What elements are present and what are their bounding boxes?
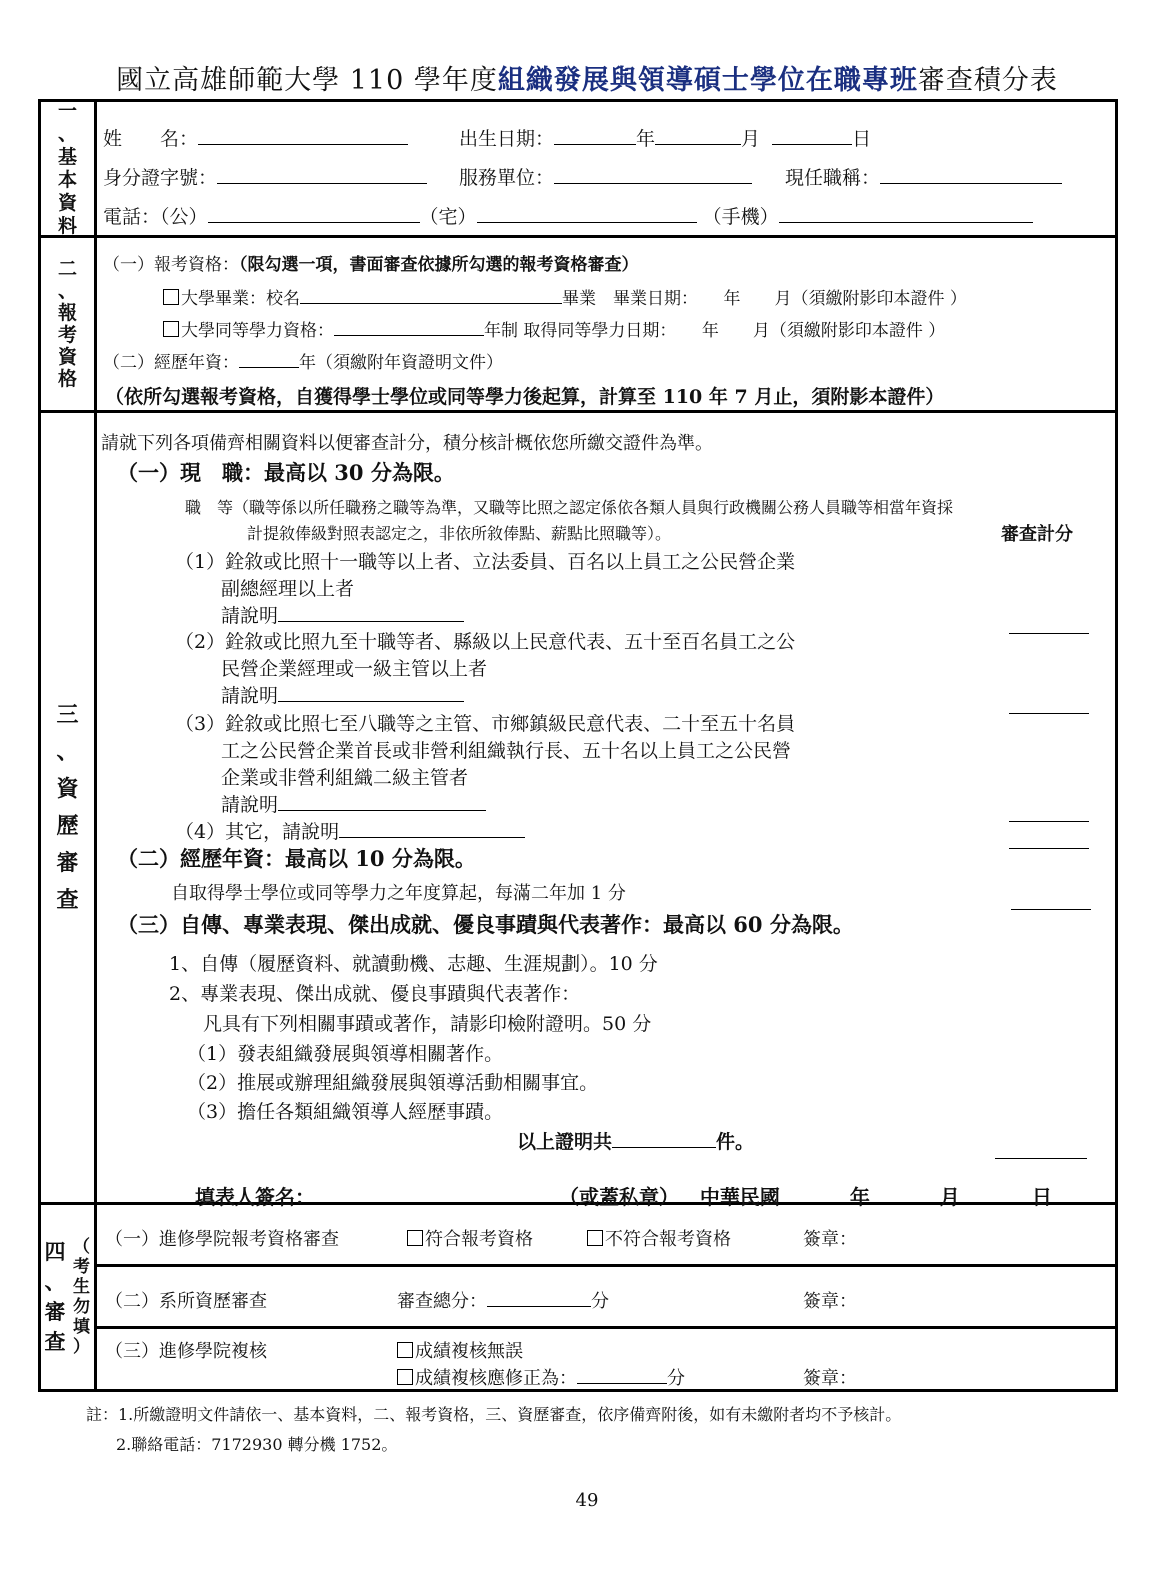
qualification-note: （依所勾選報考資格，自獲得學士學位或同等學力後起算，計算至 110 年 7 月止，須附影本證件） [105,386,945,408]
review-intro: 請就下列各項備齊相關資料以便審查計分，積分核計概依您所繳交證件為準。 [101,433,713,454]
title-suffix: 審查積分表 [917,65,1058,96]
proof-count[interactable]: 以上證明共 件。 [517,1131,755,1153]
section-experience-review [41,413,1115,1209]
section-4-label: 四 、 審 查 （ 考 生 勿 填 ） [41,1205,97,1389]
signature-2[interactable]: 簽章： [803,1291,857,1312]
signature-line[interactable]: 填表人簽名： （或蓋私章） 中華民國 年 月 日 [195,1185,1052,1209]
examinee-do-not-fill: （ 考 生 勿 填 ） [73,1237,90,1357]
achievement-2-1: （1）發表組織發展與領導相關著作。 [187,1043,504,1065]
title-prefix: 國立高雄師範大學 110 學年度 [116,65,498,96]
achievement-score[interactable] [995,1140,1087,1159]
form-table [38,99,1118,1392]
achievement-2-2: （2）推展或辦理組織發展與領導活動相關事宜。 [187,1072,599,1094]
unqualified-option[interactable]: 不符合報考資格 [587,1225,731,1251]
item-3-explain[interactable]: 請說明 [221,790,486,817]
verified-option[interactable]: 成績複核無誤 [397,1337,523,1363]
phone-field[interactable]: 電話：（公） （宅） （手機） [103,202,1033,229]
current-position-heading: （一）現 職：最高以 30 分為限。 [117,460,455,485]
item-2-line-2: 民營企業經理或一級主管以上者 [221,658,488,680]
item-2-line-1: （2）銓敘或比照九至十職等者、縣級以上民意代表、五十至百名員工之公 [175,631,796,653]
option-bachelor[interactable]: 大學畢業：校名 畢業 畢業日期： 年 月（須繳附影印本證件 ） [163,284,967,309]
section-1-label: 一 、 基 本 資 料 [41,102,97,235]
name-field[interactable]: 姓 名： [103,124,408,151]
section-review [41,1205,1115,1389]
item-1-line-2: 副總經理以上者 [221,578,355,600]
birth-field[interactable]: 出生日期： 年 月 日 [459,128,872,150]
item-2-score[interactable] [1009,695,1089,714]
review-row-1: （一）進修學院報考資格審查 符合報考資格 不符合報考資格 簽章： [97,1205,1115,1267]
section-basic-info [41,99,1115,238]
rank-note-1: 職 等（職等係以所任職務之職等為準，又職等比照之認定係依各類人員與行政機關公務人員職等相當年資採 [185,498,954,517]
item-3-line-1: （3）銓敘或比照七至八職等之主管、市鄉鎮級民意代表、二十至五十名員 [175,713,796,735]
corrected-option[interactable]: 成績複核應修正為： 分 [397,1364,685,1390]
item-4-score[interactable] [1009,830,1089,849]
achievement-1: 1、自傳（履歷資料、就讀動機、志趣、生涯規劃）。10 分 [169,953,658,975]
review-row-2: （二）系所資歷審查 審查總分： 分 簽章： [97,1267,1115,1329]
id-field[interactable]: 身分證字號： [103,163,427,190]
program-name: 組織發展與領導碩士學位在職專班 [497,65,918,96]
signature-1[interactable]: 簽章： [803,1229,857,1250]
form-title [0,58,1174,97]
footnote-1: 註：1.所繳證明文件請依一、基本資料，二、報考資格，三、資歷審查，依序備齊附後，如有未繳附者均不予核計。 [86,1405,902,1424]
experience-years[interactable]: （二）經歷年資： 年（須繳附年資證明文件） [103,348,503,373]
item-3-line-2: 工之公民營企業首長或非營利組織執行長、五十名以上員工之公民營 [221,740,792,762]
review-row-3: （三）進修學院複核 成績複核無誤 成績複核應修正為： 分 簽章： [97,1329,1115,1389]
achievement-2-3: （3）擔任各類組織領導人經歷事蹟。 [187,1101,504,1123]
qualification-heading: （一）報考資格：（限勾選一項，書面審查依據所勾選的報考資格審查） [103,255,639,275]
item-1-explain[interactable]: 請說明 [221,601,464,628]
experience-heading: （二）經歷年資：最高以 10 分為限。 [117,846,476,871]
equivalent-checkbox[interactable] [163,321,179,337]
item-1-line-1: （1）銓敘或比照十一職等以上者、立法委員、百名以上員工之公民營企業 [175,551,796,573]
signature-3[interactable]: 簽章： [803,1368,857,1389]
option-equivalent[interactable]: 大學同等學力資格： 年制 取得同等學力日期： 年 月（須繳附影印本證件 ） [163,316,945,341]
achievement-2: 2、專業表現、傑出成就、優良事蹟與代表著作： [169,983,581,1005]
experience-score[interactable] [1011,891,1091,910]
score-column-header: 審查計分 [1001,524,1073,545]
item-4-other[interactable]: （4）其它，請說明 [175,817,525,844]
section-qualification [41,238,1115,413]
post-field[interactable]: 現任職稱： [785,163,1062,190]
page-number: 49 [575,1490,599,1511]
item-3-line-3: 企業或非營利組織二級主管者 [221,767,469,789]
footnote-2: 2.聯絡電話：7172930 轉分機 1752。 [116,1435,398,1454]
bachelor-checkbox[interactable] [163,289,179,305]
qualified-option[interactable]: 符合報考資格 [407,1225,533,1251]
section-3-label: 三 、 資 歷 審 查 [41,413,97,1202]
item-2-explain[interactable]: 請說明 [221,681,464,708]
rank-note-2: 計提敘俸級對照表認定之，非依所敘俸點、薪點比照職等）。 [247,524,672,543]
item-1-score[interactable] [1009,615,1089,634]
total-score-field[interactable]: 審查總分： 分 [397,1287,609,1313]
unit-field[interactable]: 服務單位： [459,163,752,190]
item-3-score[interactable] [1009,803,1089,822]
section-2-label: 二 、 報 考 資 格 [41,238,97,410]
experience-rule: 自取得學士學位或同等學力之年度算起，每滿二年加 1 分 [171,883,626,904]
achievement-2-note: 凡具有下列相關事蹟或著作，請影印檢附證明。50 分 [203,1013,652,1035]
achievement-heading: （三）自傳、專業表現、傑出成就、優良事蹟與代表著作：最高以 60 分為限。 [117,912,854,937]
